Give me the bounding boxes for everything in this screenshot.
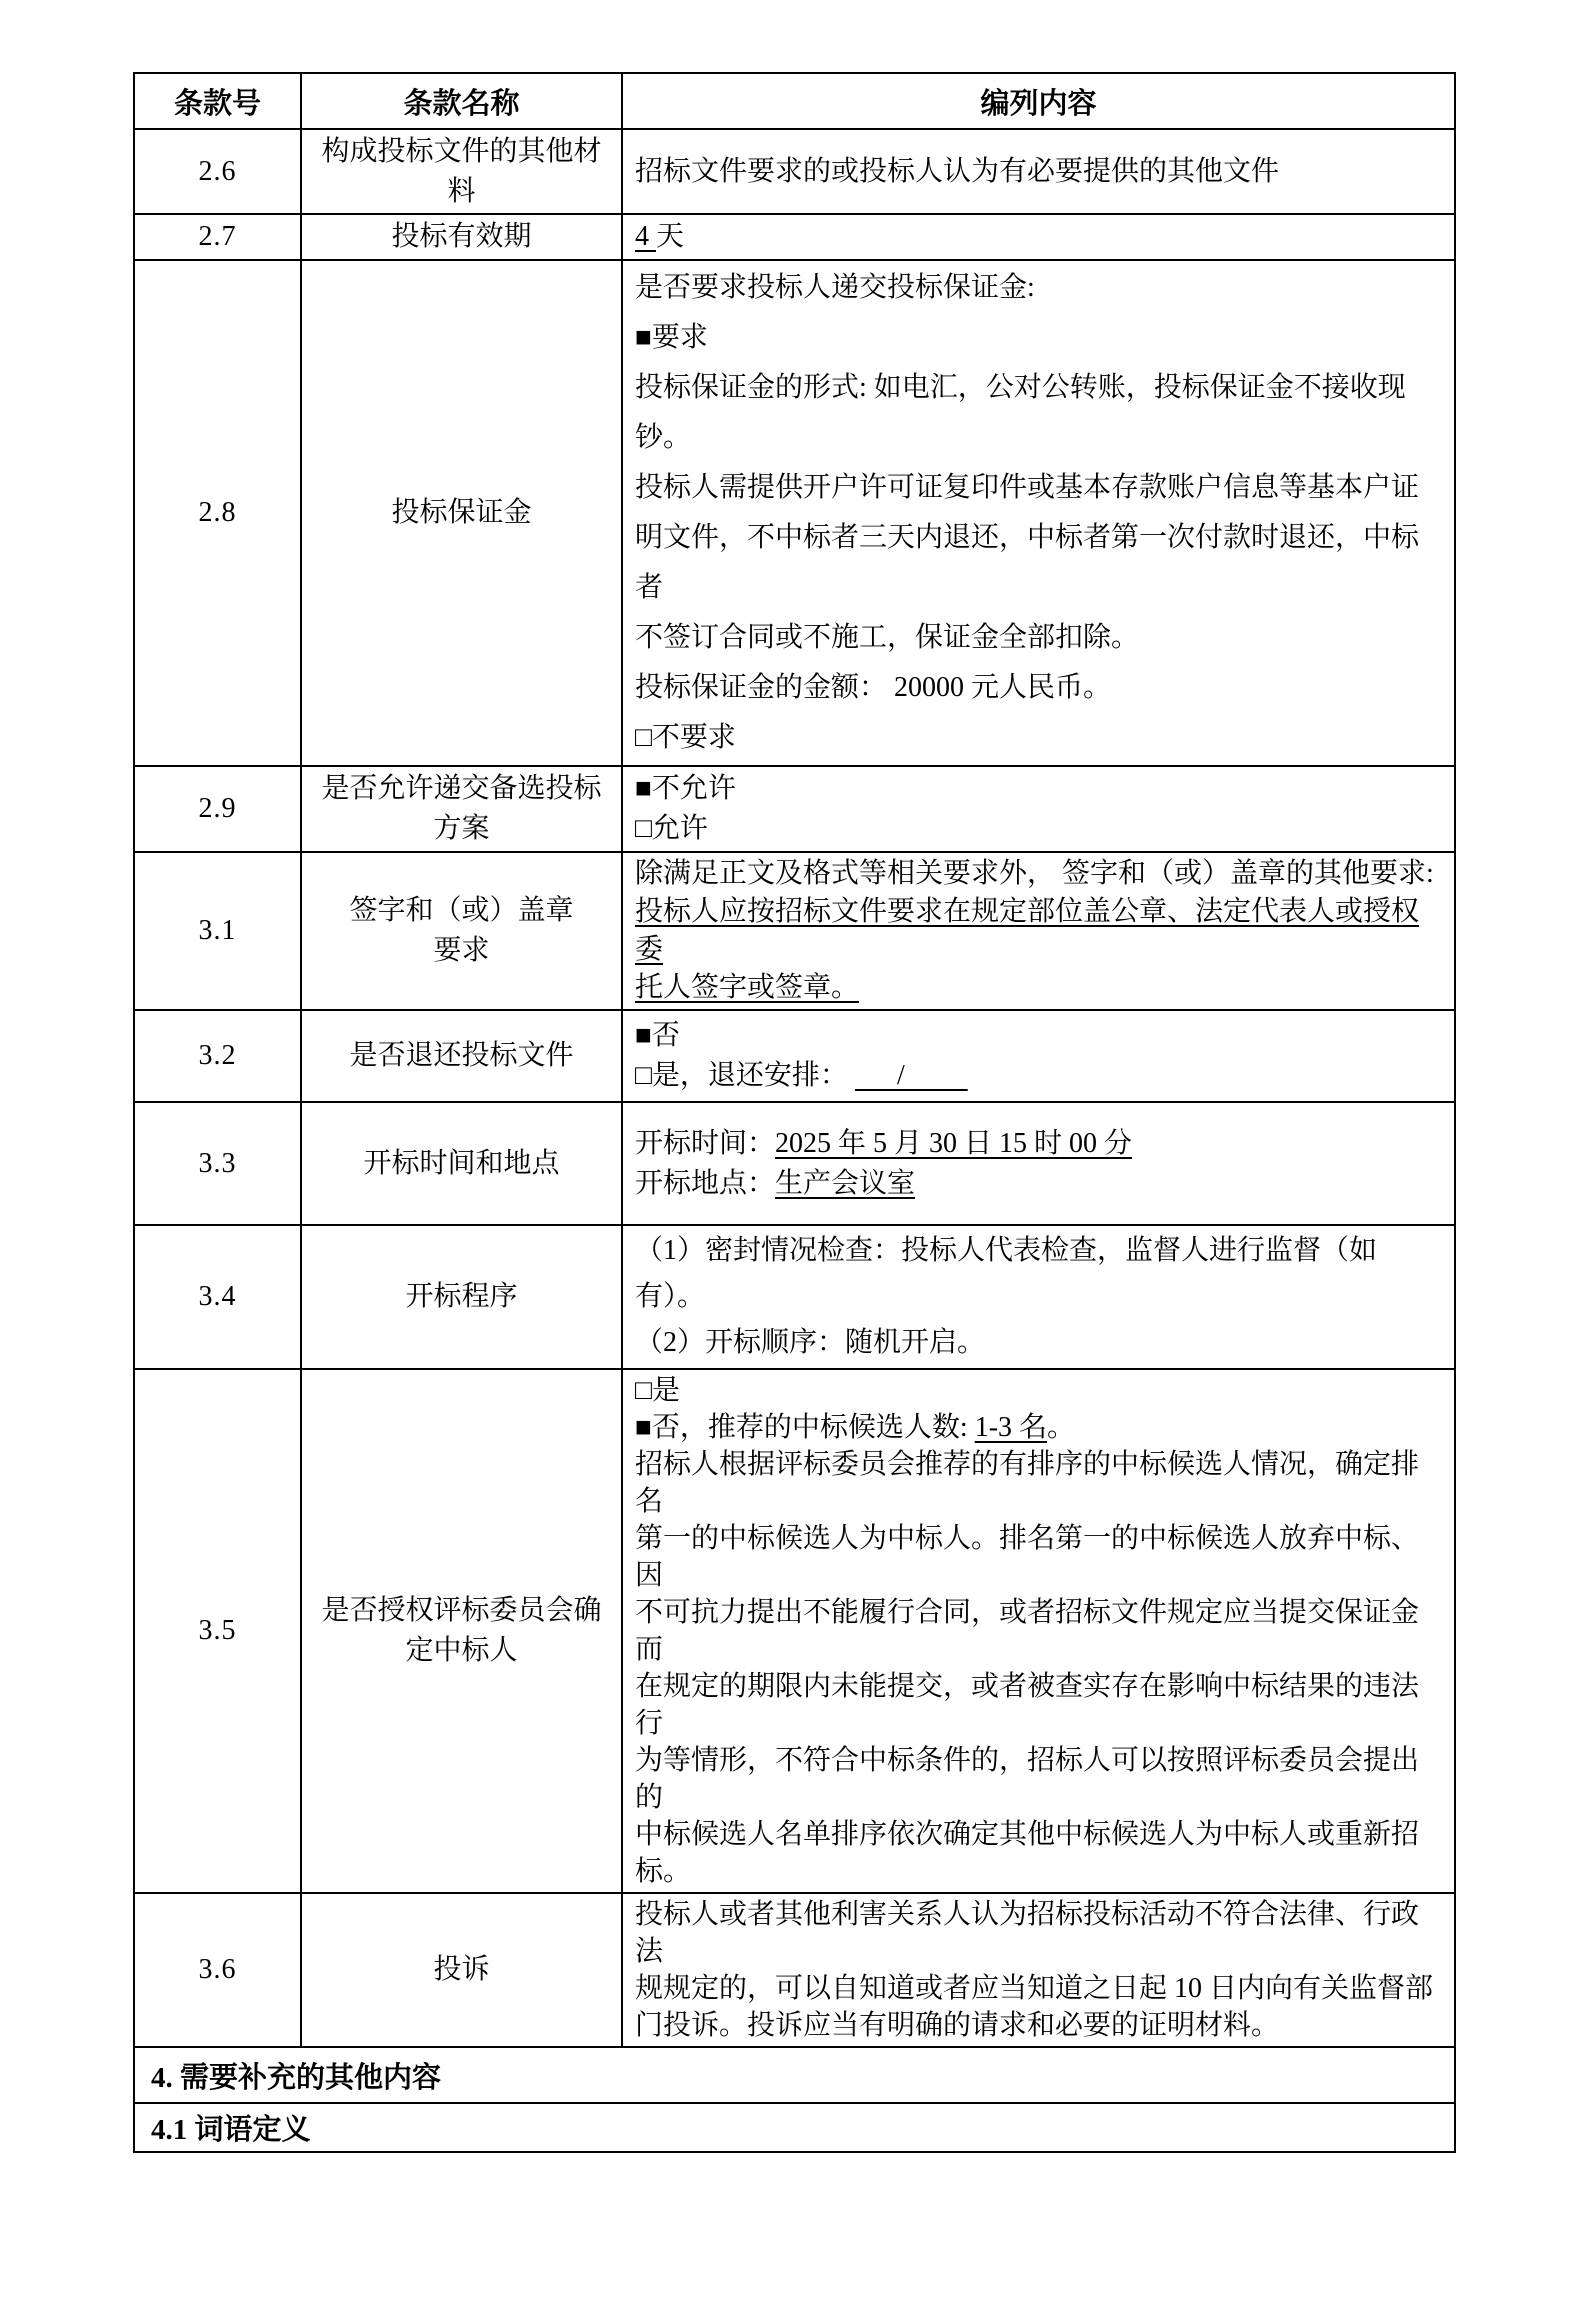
text-segment: 投标保证金的形式: 如电汇，公对公转账，投标保证金不接收现钞。: [635, 372, 1406, 453]
text-segment: 开标时间：: [635, 1127, 776, 1159]
checkbox-unchecked-icon: □: [635, 813, 652, 844]
content-line: [635, 1409, 1442, 1446]
clause-no-cell: 2.8: [134, 260, 301, 766]
text-segment: 标。: [635, 1856, 692, 1887]
clause-no-cell: 2.6: [134, 129, 301, 214]
clause-content-cell: [622, 1369, 1455, 1893]
clause-content-cell: [622, 1893, 1455, 2047]
checkbox-checked-icon: ■: [635, 773, 652, 804]
table-row: [134, 852, 1455, 1010]
column-header-clause-no: 条款号: [134, 73, 301, 129]
text-segment: 要求: [651, 322, 708, 353]
content-line: [635, 1016, 1442, 1056]
text-segment: 投标人或者其他利害关系人认为招标投标活动不符合法律、行政法: [635, 1899, 1420, 1967]
header-row: [134, 73, 1455, 129]
text-segment: 在规定的期限内未能提交，或者被查实存在影响中标结果的违法行: [635, 1671, 1420, 1739]
text-segment: 1-3 名: [974, 1412, 1048, 1443]
text-segment: 否: [651, 1020, 680, 1051]
clause-name-cell: [301, 1225, 622, 1369]
clause-no-cell: 3.5: [134, 1369, 301, 1893]
document-page: [0, 72, 1587, 2317]
content-line: [635, 969, 1442, 1007]
clause-name-line: 要求: [433, 935, 490, 966]
content-line: [635, 1164, 1442, 1204]
checkbox-unchecked-icon: □: [635, 1060, 652, 1091]
clause-name-line: 定中标人: [405, 1635, 518, 1666]
table-row: [134, 766, 1455, 852]
checkbox-checked-icon: ■: [635, 1412, 652, 1443]
text-segment: 规规定的，可以自知道或者应当知道之日起 10 日内向有关监督部: [635, 1973, 1434, 2004]
clause-name-line: 开标时间和地点: [363, 1147, 560, 1179]
table-row: [134, 214, 1455, 260]
clause-name-cell: [301, 260, 622, 766]
checkbox-checked-icon: ■: [635, 322, 652, 353]
section-heading: 4.1 词语定义: [134, 2103, 1455, 2152]
clause-name-line: 料: [447, 175, 476, 207]
content-line: [635, 463, 1442, 513]
text-segment: 否，推荐的中标候选人数:: [651, 1412, 975, 1443]
clause-content-cell: [622, 1102, 1455, 1225]
text-segment: 是，退还安排：: [651, 1060, 855, 1091]
clause-no-cell: 2.9: [134, 766, 301, 852]
content-line: [635, 363, 1442, 463]
clause-no-cell: 3.1: [134, 852, 301, 1010]
clause-name-line: 投标保证金: [391, 497, 532, 528]
content-line: [635, 217, 1442, 257]
checkbox-unchecked-icon: □: [635, 722, 652, 753]
content-line: [635, 313, 1442, 363]
clause-name-cell: [301, 1010, 622, 1102]
content-line: [635, 263, 1442, 313]
clause-name-cell: [301, 1102, 622, 1225]
text-segment: 招标人根据评标委员会推荐的有排序的中标候选人情况，确定排名: [635, 1449, 1420, 1517]
text-segment: 生产会议室: [775, 1167, 916, 1199]
clause-name-line: 投诉: [433, 1954, 490, 1985]
content-line: [635, 769, 1442, 809]
column-header-clause-name: 条款名称: [301, 73, 622, 129]
clause-no-cell: 3.6: [134, 1893, 301, 2047]
clause-no-cell: 3.2: [134, 1010, 301, 1102]
content-line: [635, 893, 1442, 969]
clause-name-line: 开标程序: [405, 1281, 518, 1312]
clause-name-cell: [301, 766, 622, 852]
clause-name-line: 是否退还投标文件: [349, 1040, 574, 1071]
text-segment: 。: [1047, 1412, 1076, 1443]
clause-content-cell: [622, 214, 1455, 260]
text-segment: 为等情形，不符合中标条件的，招标人可以按照评标委员会提出的: [635, 1745, 1420, 1813]
table-row: [134, 129, 1455, 214]
content-line: [635, 809, 1442, 849]
table-header: [134, 73, 1455, 129]
text-segment: （2）开标顺序：随机开启。: [635, 1327, 986, 1358]
text-segment: 不要求: [651, 722, 736, 753]
text-segment: 允许: [651, 813, 708, 844]
clause-name-cell: [301, 1893, 622, 2047]
content-line: [635, 1668, 1442, 1742]
text-segment: 除满足正文及格式等相关要求外， 签字和（或）盖章的其他要求:: [635, 858, 1434, 889]
content-line: [635, 1816, 1442, 1853]
checkbox-checked-icon: ■: [635, 1020, 652, 1051]
text-segment: 4: [635, 221, 656, 252]
clause-no-cell: 2.7: [134, 214, 301, 260]
clauses-table: [133, 72, 1456, 2153]
clause-no-cell: 3.4: [134, 1225, 301, 1369]
text-segment: 天: [656, 221, 685, 252]
text-segment: 托人签字或签章。: [635, 972, 860, 1003]
column-header-content: 编列内容: [622, 73, 1455, 129]
table-row: [134, 1893, 1455, 2047]
text-segment: 明文件，不中标者三天内退还，中标者第一次付款时退还，中标者: [635, 522, 1420, 603]
clause-name-line: 方案: [433, 813, 490, 844]
content-line: [635, 1853, 1442, 1890]
content-line: [635, 613, 1442, 663]
text-segment: 第一的中标候选人为中标人。排名第一的中标候选人放弃中标、因: [635, 1523, 1420, 1591]
table-row: [134, 1225, 1455, 1369]
content-line: [635, 1520, 1442, 1594]
text-segment: 中标候选人名单排序依次确定其他中标候选人为中标人或重新招: [635, 1819, 1420, 1850]
clause-content-cell: [622, 260, 1455, 766]
text-segment: 投标保证金的金额： 20000 元人民币。: [635, 672, 1112, 703]
text-segment: 2025 年 5 月 30 日 15 时 00 分: [775, 1127, 1133, 1159]
clause-content-cell: [622, 852, 1455, 1010]
content-line: [635, 2007, 1442, 2044]
content-line: [635, 1124, 1442, 1164]
clause-name-cell: [301, 1369, 622, 1893]
section-row: [134, 2047, 1455, 2103]
content-line: [635, 1896, 1442, 1970]
text-segment: 是: [651, 1375, 680, 1406]
content-line: [635, 1742, 1442, 1816]
table-row: [134, 260, 1455, 766]
clauses-table-body: [134, 129, 1455, 2152]
clause-no-cell: 3.3: [134, 1102, 301, 1225]
text-segment: 不可抗力提出不能履行合同，或者招标文件规定应当提交保证金而: [635, 1597, 1420, 1665]
content-line: [635, 713, 1442, 763]
clause-name-cell: [301, 129, 622, 214]
content-line: [635, 513, 1442, 613]
text-segment: 投标人需提供开户许可证复印件或基本存款账户信息等基本户证: [635, 472, 1420, 503]
content-line: [635, 663, 1442, 713]
content-line: [635, 1056, 1442, 1096]
section-heading: 4. 需要补充的其他内容: [134, 2047, 1455, 2103]
text-segment: 不允许: [651, 773, 736, 804]
text-segment: /: [854, 1060, 968, 1091]
content-line: [635, 855, 1442, 893]
table-row: [134, 1369, 1455, 1893]
clause-content-cell: [622, 1225, 1455, 1369]
clause-name-line: 签字和（或）盖章: [349, 895, 574, 926]
clause-name-cell: [301, 214, 622, 260]
content-line: [635, 1446, 1442, 1520]
content-line: [635, 1228, 1442, 1320]
text-segment: 投标人应按招标文件要求在规定部位盖公章、法定代表人或授权委: [635, 896, 1420, 965]
content-line: [635, 152, 1442, 192]
clause-name-cell: [301, 852, 622, 1010]
table-row: [134, 1102, 1455, 1225]
text-segment: （1）密封情况检查：投标人代表检查，监督人进行监督（如有）。: [635, 1235, 1378, 1312]
clause-content-cell: [622, 1010, 1455, 1102]
checkbox-unchecked-icon: □: [635, 1375, 652, 1406]
text-segment: 不签订合同或不施工，保证金全部扣除。: [635, 622, 1140, 653]
text-segment: 是否要求投标人递交投标保证金:: [635, 272, 1035, 303]
content-line: [635, 1970, 1442, 2007]
table-row: [134, 1010, 1455, 1102]
section-row: [134, 2103, 1455, 2152]
text-segment: 门投诉。投诉应当有明确的请求和必要的证明材料。: [635, 2010, 1280, 2041]
clause-name-line: 是否授权评标委员会确: [321, 1595, 602, 1626]
clause-content-cell: [622, 129, 1455, 214]
clause-name-line: 构成投标文件的其他材: [321, 135, 602, 167]
content-line: [635, 1372, 1442, 1409]
text-segment: 招标文件要求的或投标人认为有必要提供的其他文件: [635, 155, 1280, 187]
text-segment: 开标地点：: [635, 1167, 776, 1199]
content-line: [635, 1594, 1442, 1668]
clause-name-line: 投标有效期: [391, 221, 532, 252]
clause-name-line: 是否允许递交备选投标: [321, 773, 602, 804]
content-line: [635, 1320, 1442, 1366]
clause-content-cell: [622, 766, 1455, 852]
